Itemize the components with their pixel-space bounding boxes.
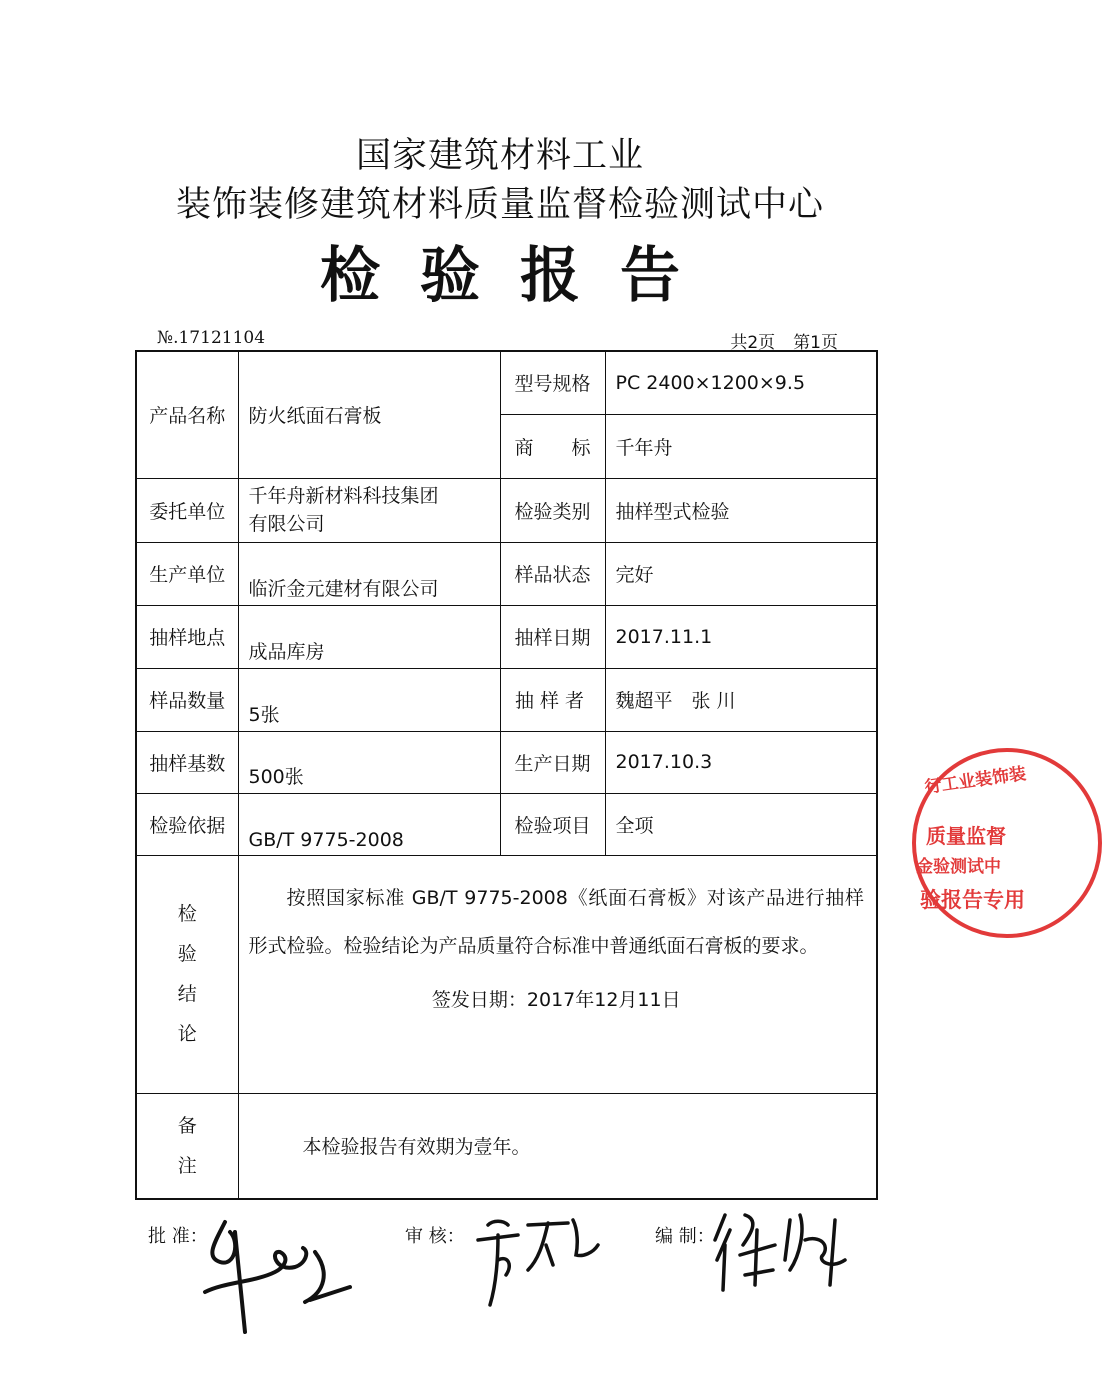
sampler-value: 魏超平 张 川	[605, 668, 877, 731]
conclusion-label-char: 验	[177, 943, 197, 965]
conclusion-label-char: 检	[177, 903, 197, 925]
sample-place-value: 成品库房	[238, 605, 500, 668]
product-name-label: 产品名称	[136, 351, 238, 478]
conclusion-label-char: 结	[177, 983, 197, 1005]
conclusion-label-char: 论	[177, 1023, 197, 1045]
review-label: 审 核：	[405, 1226, 465, 1247]
prod-date-label: 生产日期	[500, 731, 605, 793]
remarks-text: 本检验报告有效期为壹年。	[238, 1093, 877, 1199]
sample-state-value: 完好	[605, 542, 877, 605]
reviewer-signature	[468, 1205, 618, 1315]
report-table	[135, 350, 878, 1200]
page-total: 共2页	[730, 333, 776, 353]
client-value	[238, 478, 500, 542]
header-line2: 装饰装修建筑材料质量监督检验测试中心	[175, 185, 824, 225]
remarks-label-char: 注	[177, 1154, 197, 1177]
compiler-signature	[705, 1200, 865, 1300]
sampler-label: 抽样者	[500, 668, 605, 731]
model-label: 型号规格	[500, 351, 605, 414]
issue-date: 签发日期：2017年12月11日	[431, 988, 681, 1011]
sample-date-label: 抽样日期	[500, 605, 605, 668]
sample-base-label: 抽样基数	[136, 731, 238, 793]
compile-label: 编 制：	[655, 1226, 715, 1247]
conclusion-text: 按照国家标准 GB/T 9775-2008《纸面石膏板》对该产品进行抽样形式检验。检验结论为产品质量符合标准中普通纸面石膏板的要求。	[248, 886, 864, 957]
sample-base-value: 500张	[238, 731, 500, 793]
prod-date-value: 2017.10.3	[605, 731, 877, 793]
client-label: 委托单位	[136, 478, 238, 542]
approver-signature	[185, 1212, 365, 1342]
sample-place-label: 抽样地点	[136, 605, 238, 668]
client-line2: 有限公司	[248, 513, 325, 535]
seal-text-line: 质量监督	[926, 824, 1006, 848]
brand-label: 商 标	[500, 414, 605, 478]
client-line1: 千年舟新材料科技集团	[248, 484, 439, 507]
remarks-label-char: 备	[177, 1114, 197, 1137]
document-number: №.17121104	[157, 328, 266, 348]
product-name-value: 防火纸面石膏板	[238, 351, 500, 478]
inspect-type-label: 检验类别	[500, 478, 605, 542]
brand-value: 千年舟	[605, 414, 877, 478]
basis-value: GB/T 9775-2008	[238, 793, 500, 855]
producer-label: 生产单位	[136, 542, 238, 605]
official-seal	[912, 748, 1102, 938]
header-line1: 国家建筑材料工业	[355, 136, 644, 176]
basis-label: 检验依据	[136, 793, 238, 855]
approve-label: 批 准：	[148, 1226, 208, 1247]
sample-qty-label: 样品数量	[136, 668, 238, 731]
sample-state-label: 样品状态	[500, 542, 605, 605]
conclusion-body	[238, 855, 877, 1093]
seal-text-line: 金验测试中	[916, 857, 1001, 877]
seal-text-line: 行工业装饰装	[923, 763, 1028, 798]
inspect-type-value: 抽样型式检验	[605, 478, 877, 542]
sample-date-value: 2017.11.1	[605, 605, 877, 668]
items-value: 全项	[605, 793, 877, 855]
items-label: 检验项目	[500, 793, 605, 855]
seal-text-line: 验报告专用	[920, 888, 1025, 912]
sample-qty-value: 5张	[238, 668, 500, 731]
producer-value: 临沂金元建材有限公司	[238, 542, 500, 605]
model-value: PC 2400×1200×9.5	[605, 351, 877, 414]
remarks-label	[136, 1093, 238, 1199]
page-current: 第1页	[793, 333, 838, 353]
conclusion-label	[136, 855, 238, 1093]
report-title: 检验报告	[320, 241, 720, 311]
